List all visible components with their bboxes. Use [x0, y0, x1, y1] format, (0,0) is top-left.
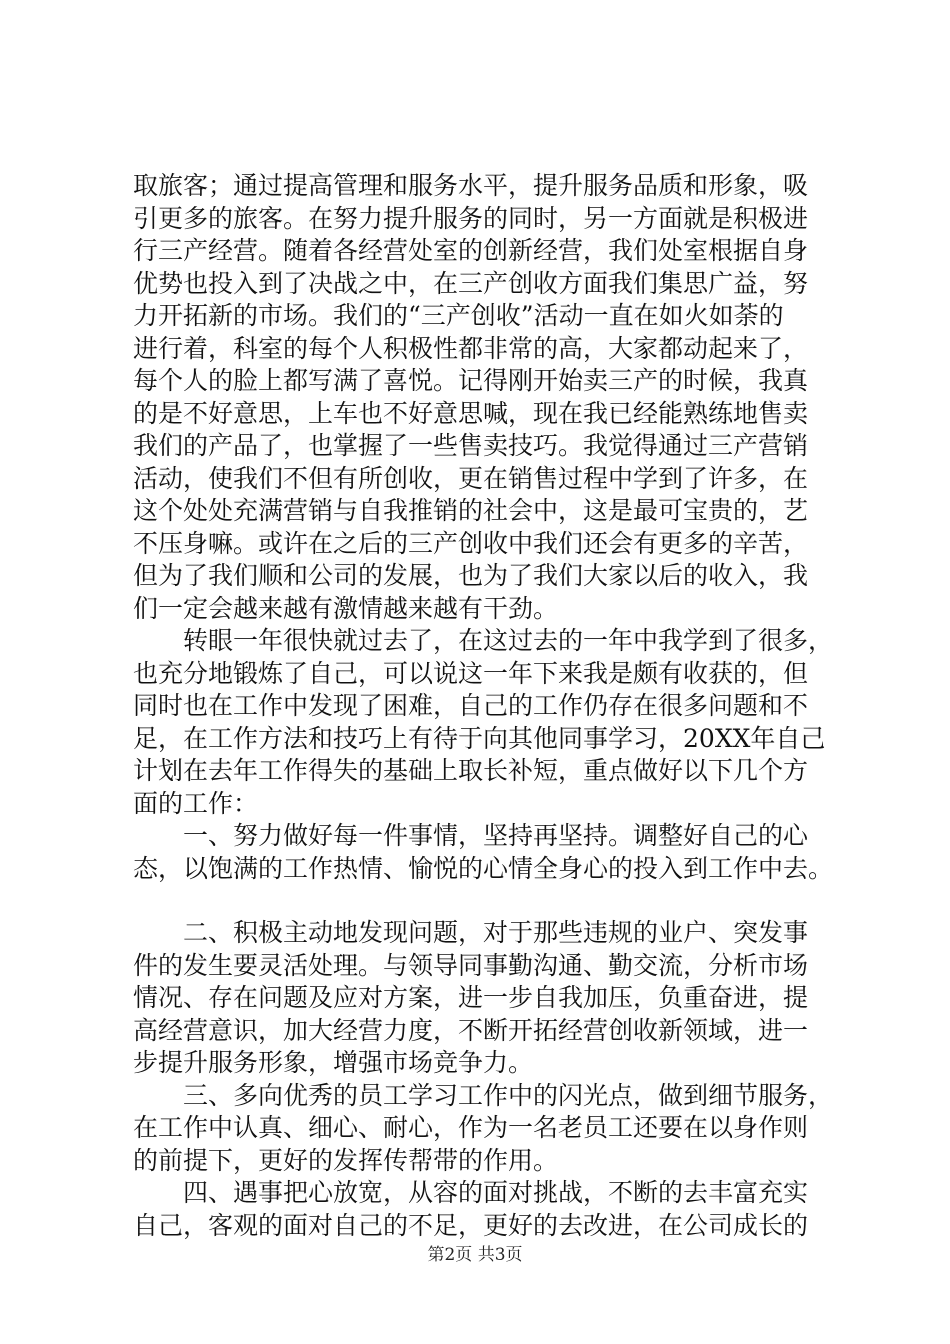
text-line: 但为了我们顺和公司的发展，也为了我们大家以后的收入，我 — [133, 561, 809, 590]
text-line: 每个人的脸上都写满了喜悦。记得刚开始卖三产的时候，我真 — [133, 366, 809, 395]
text-line: 不压身嘛。或许在之后的三产创收中我们还会有更多的辛苦， — [133, 528, 809, 558]
document-body — [133, 170, 833, 1242]
text-line: 的前提下，更好的发挥传帮带的作用。 — [133, 1145, 559, 1175]
text-line: 件的发生要灵活处理。与领导同事勤沟通、勤交流，分析市场 — [133, 950, 809, 980]
text-line: 自己，客观的面对自己的不足，更好的去改进，在公司成长的 — [133, 1210, 809, 1240]
paragraph-start-line: 三、多向优秀的员工学习工作中的闪光点，做到细节服务， — [183, 1080, 834, 1110]
text-line: 的是不好意思，上车也不好意思喊，现在我已经能熟练地售卖 — [133, 398, 809, 428]
text-line: 活动，使我们不但有所创收，更在销售过程中学到了许多，在 — [133, 463, 809, 493]
text-line: 计划在去年工作得失的基础上取长补短，重点做好以下几个方 — [133, 756, 809, 785]
text-line: 优势也投入到了决战之中，在三产创收方面我们集思广益，努 — [133, 268, 809, 298]
text-line: 面的工作： — [133, 788, 259, 818]
text-line: 步提升服务形象，增强市场竞争力。 — [133, 1048, 534, 1077]
text-line: 情况、存在问题及应对方案，进一步自我加压，负重奋进，提 — [133, 983, 809, 1012]
text-line: 引更多的旅客。在努力提升服务的同时，另一方面就是积极进 — [133, 203, 809, 233]
paragraph-start-line: 二、积极主动地发现问题，对于那些违规的业户、突发事 — [183, 918, 809, 947]
text-line: 力开拓新的市场。我们的“三产创收”活动一直在如火如荼的 — [133, 301, 784, 330]
text-line: 取旅客；通过提高管理和服务水平，提升服务品质和形象，吸 — [133, 171, 809, 200]
text-line: 足，在工作方法和技巧上有待于向其他同事学习，20XX年自己 — [133, 723, 826, 753]
text-line: 这个处处充满营销与自我推销的社会中，这是最可宝贵的，艺 — [133, 496, 809, 525]
page-footer: 第2页 共3页 — [427, 1245, 523, 1265]
text-line: 进行着，科室的每个人积极性都非常的高，大家都动起来了， — [133, 333, 809, 363]
text-line: 在工作中认真、细心、耐心，作为一名老员工还要在以身作则 — [133, 1113, 809, 1142]
text-line: 态，以饱满的工作热情、愉悦的心情全身心的投入到工作中去。 — [133, 853, 834, 883]
paragraph-start-line: 转眼一年很快就过去了，在这过去的一年中我学到了很多， — [183, 626, 834, 655]
paragraph-start-line: 一、努力做好每一件事情，坚持再坚持。调整好自己的心 — [183, 821, 809, 850]
text-line: 高经营意识，加大经营力度，不断开拓经营创收新领域，进一 — [133, 1015, 809, 1045]
text-line: 同时也在工作中发现了困难，自己的工作仍存在很多问题和不 — [133, 691, 809, 720]
paragraph-start-line: 四、遇事把心放宽，从容的面对挑战，不断的去丰富充实 — [183, 1178, 809, 1207]
text-line: 们一定会越来越有激情越来越有干劲。 — [133, 593, 559, 623]
text-line: 我们的产品了，也掌握了一些售卖技巧。我觉得通过三产营销 — [133, 431, 809, 460]
text-line: 也充分地锻炼了自己，可以说这一年下来我是颇有收获的，但 — [133, 658, 809, 688]
text-line: 行三产经营。随着各经营处室的创新经营，我们处室根据自身 — [133, 236, 809, 265]
paragraph-gap — [133, 885, 833, 917]
